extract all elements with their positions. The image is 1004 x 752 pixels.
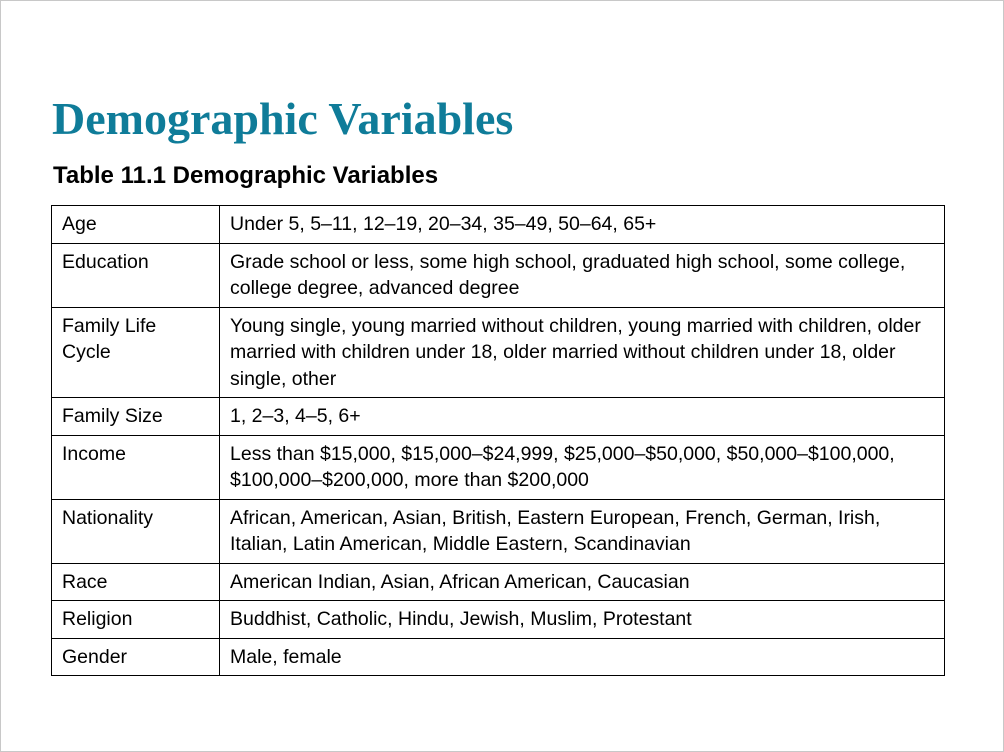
table-row <box>52 435 945 499</box>
values-cell: Young single, young married without children, young married with children, older married with children under 18, older married without children under 18, older single, other <box>220 307 945 398</box>
variable-cell: Age <box>52 206 220 244</box>
values-cell: Less than $15,000, $15,000–$24,999, $25,000–$50,000, $50,000–$100,000, $100,000–$200,000, more than $200,000 <box>220 435 945 499</box>
variable-cell: Income <box>52 435 220 499</box>
variable-cell: Race <box>52 563 220 601</box>
variable-cell: Family Size <box>52 398 220 436</box>
values-cell: African, American, Asian, British, Eastern European, French, German, Irish, Italian, Latin American, Middle Eastern, Scandinavian <box>220 499 945 563</box>
values-cell: Buddhist, Catholic, Hindu, Jewish, Muslim, Protestant <box>220 601 945 639</box>
demographic-variables-table <box>51 205 945 676</box>
table-row <box>52 307 945 398</box>
values-cell: Under 5, 5–11, 12–19, 20–34, 35–49, 50–64, 65+ <box>220 206 945 244</box>
table-row <box>52 243 945 307</box>
variable-cell: Education <box>52 243 220 307</box>
table-row <box>52 499 945 563</box>
table-caption: Table 11.1 Demographic Variables <box>53 162 439 189</box>
table-row <box>52 206 945 244</box>
values-cell: Grade school or less, some high school, graduated high school, some college, college degree, advanced degree <box>220 243 945 307</box>
table-row <box>52 601 945 639</box>
slide-title: Demographic Variables <box>52 93 514 144</box>
values-cell: American Indian, Asian, African American, Caucasian <box>220 563 945 601</box>
table-row <box>52 398 945 436</box>
variable-cell: Nationality <box>52 499 220 563</box>
table-row <box>52 638 945 676</box>
variable-cell: Gender <box>52 638 220 676</box>
values-cell: Male, female <box>220 638 945 676</box>
variable-cell: Family Life Cycle <box>52 307 220 398</box>
variable-cell: Religion <box>52 601 220 639</box>
values-cell: 1, 2–3, 4–5, 6+ <box>220 398 945 436</box>
table-row <box>52 563 945 601</box>
